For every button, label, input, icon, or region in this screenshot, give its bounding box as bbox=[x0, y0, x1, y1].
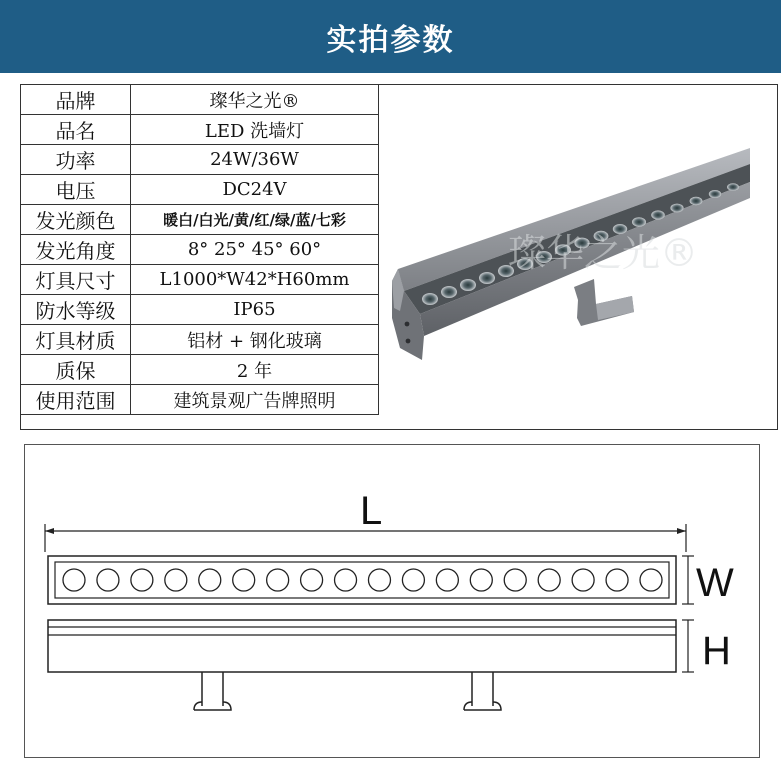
page-title: 实拍参数 bbox=[326, 22, 455, 58]
spec-label: 品牌 bbox=[21, 85, 131, 115]
led-circle bbox=[572, 569, 594, 591]
spec-value: 2 年 bbox=[131, 355, 379, 385]
spec-value: 24W/36W bbox=[131, 145, 379, 175]
led-circle bbox=[335, 569, 357, 591]
spec-table bbox=[20, 84, 379, 415]
spec-label: 质保 bbox=[21, 355, 131, 385]
spec-row bbox=[21, 235, 379, 265]
spec-value: L1000*W42*H60mm bbox=[131, 265, 379, 295]
fixture-side-view bbox=[48, 620, 676, 710]
spec-value: 建筑景观广告牌照明 bbox=[131, 385, 379, 415]
spec-label: 发光角度 bbox=[21, 235, 131, 265]
page-header bbox=[0, 0, 781, 73]
product-photo bbox=[378, 86, 776, 428]
spec-row bbox=[21, 175, 379, 205]
led-circle bbox=[233, 569, 255, 591]
led-circle bbox=[63, 569, 85, 591]
spec-label: 灯具材质 bbox=[21, 325, 131, 355]
spec-row bbox=[21, 385, 379, 415]
spec-label: 防水等级 bbox=[21, 295, 131, 325]
spec-row bbox=[21, 295, 379, 325]
spec-label: 功率 bbox=[21, 145, 131, 175]
length-label: L bbox=[360, 489, 383, 533]
led-circle bbox=[504, 569, 526, 591]
led-circle bbox=[436, 569, 458, 591]
height-label: H bbox=[702, 629, 731, 673]
led-circle bbox=[131, 569, 153, 591]
led-circle bbox=[267, 569, 289, 591]
watermark: 璨华之光® bbox=[508, 231, 699, 275]
led-circle bbox=[402, 569, 424, 591]
spec-row bbox=[21, 325, 379, 355]
led-circle bbox=[165, 569, 187, 591]
spec-row bbox=[21, 145, 379, 175]
led-circle bbox=[538, 569, 560, 591]
spec-value: 8° 25° 45° 60° bbox=[131, 235, 379, 265]
spec-row bbox=[21, 115, 379, 145]
spec-label: 灯具尺寸 bbox=[21, 265, 131, 295]
spec-label: 品名 bbox=[21, 115, 131, 145]
spec-row bbox=[21, 355, 379, 385]
spec-value: 铝材 + 钢化玻璃 bbox=[131, 325, 379, 355]
spec-value: DC24V bbox=[131, 175, 379, 205]
spec-value: 暖白/白光/黄/红/绿/蓝/七彩 bbox=[131, 205, 379, 235]
led-circle bbox=[301, 569, 323, 591]
width-label: W bbox=[696, 561, 734, 605]
spec-row bbox=[21, 205, 379, 235]
spec-value: 璨华之光® bbox=[131, 85, 379, 115]
dimension-drawing bbox=[24, 444, 760, 758]
spec-value: LED 洗墙灯 bbox=[131, 115, 379, 145]
spec-label: 使用范围 bbox=[21, 385, 131, 415]
led-circle bbox=[640, 569, 662, 591]
led-circle bbox=[606, 569, 628, 591]
spec-label: 发光颜色 bbox=[21, 205, 131, 235]
led-circle bbox=[97, 569, 119, 591]
spec-value: IP65 bbox=[131, 295, 379, 325]
led-circle bbox=[470, 569, 492, 591]
spec-label: 电压 bbox=[21, 175, 131, 205]
led-circle bbox=[199, 569, 221, 591]
led-circle bbox=[368, 569, 390, 591]
spec-row bbox=[21, 265, 379, 295]
spec-row bbox=[21, 85, 379, 115]
fixture-top-view bbox=[48, 556, 676, 604]
